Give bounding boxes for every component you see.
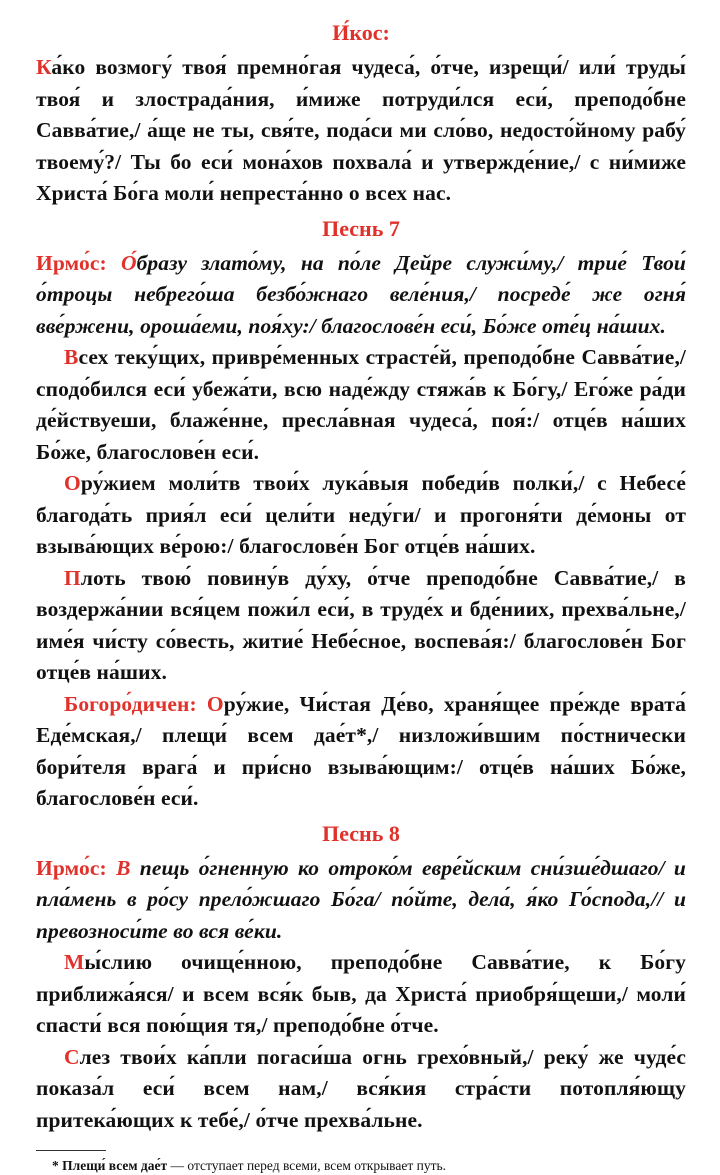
footnote-term: * Плещи́ всем дае́т	[52, 1158, 168, 1173]
ikos-heading: И́кос:	[332, 20, 390, 45]
theotokion-label: Богоро́дичен:	[64, 691, 197, 716]
troparion: Мы́слию очище́нною, преподо́бне Савва́тие, к Бо́гу приближа́яся/ и всем вся́к быв, да Христа́ приобря́щеши,/ моли́ спасти́ вся пою́щия тя,/ преподо́бне о́тче.	[36, 950, 686, 1037]
drop-capital: М	[64, 950, 85, 974]
pesn8-irmos: Ирмо́с: В пещь о́гненную ко отроко́м евре́йским сни́зше́дшаго/ и пла́мень в ро́су прело́жшаго Бо́га/ по́йте, дела́, я́ко Го́спода,// и превозноси́те во вся ве́ки.	[36, 855, 686, 943]
drop-capital: В	[116, 855, 131, 880]
document-page	[36, 14, 686, 1175]
troparion: Слез твои́х ка́пли погаси́ша огнь грехо́вный,/ реку́ же чуде́с показа́л еси́ всем нам,/ вся́кия стра́сти потопля́ющу притека́ющих к тебе́,/ о́тче прехва́льне.	[36, 1044, 686, 1132]
footnote-divider	[36, 1150, 106, 1151]
drop-capital: С	[64, 1044, 80, 1069]
ikos-text: Ка́ко возмогу́ твоя́ премно́гая чудеса́, о́тче, изрещи́/ или́ труды́ твоя́ и злострада́ния, и́миже потруди́лся еси́, преподо́бне Савва́тие,/ а́ще не ты, свя́те, пода́си ми сло́во, недосто́йному рабу́ твоему́?/ Ты бо еси́ мона́хов похвала́ и утвержде́ние,/ с ни́миже Христа́ Бо́га моли́ непреста́нно о всех нас.	[36, 55, 686, 205]
drop-capital: О	[64, 471, 81, 495]
pesn7-irmos: Ирмо́с: О́бразу злато́му, на по́ле Дейре служи́му,/ трие́ Твои́ о́троцы небрего́ша безбо́жнаго веле́ния,/ посреде́ же огня́ вве́ржени, ороша́еми, поя́ху:/ благослове́н еси́, Бо́же оте́ц на́ших.	[36, 250, 686, 338]
irmos-label: Ирмо́с:	[36, 250, 107, 275]
pesn7-heading: Песнь 7	[322, 215, 400, 241]
drop-capital: О́	[120, 250, 137, 275]
theotokion: Богоро́дичен: Ору́жие, Чи́стая Де́во, храня́щее пре́жде врата́ Еде́мская,/ плещи́ всем дае́т*,/ низложи́вшим по́стнически бори́теля врага́ и при́сно взыва́ющим:/ отце́в на́ших Бо́же, благослове́н еси́.	[36, 691, 686, 810]
troparion: Всех теку́щих, привре́менных страсте́й, преподо́бне Савва́тие,/ сподо́бился еси́ убежа́ти, всю наде́жду стяжа́в к Бо́гу,/ Его́же ра́ди де́йствуеши, блаже́нне, пресла́вная чудеса́, поя́:/ отце́в на́ших Бо́же, благослове́н еси́.	[36, 345, 686, 464]
footnote	[36, 1157, 686, 1175]
pesn8-heading: Песнь 8	[322, 820, 400, 846]
troparion: Ору́жием моли́тв твои́х лука́выя победи́в полки́,/ с Небесе́ благода́ть прия́л еси́ цели́ти неду́ги/ и прогоня́ти де́моны от взыва́ющих ве́рою:/ благослове́н Бог отце́в на́ших.	[36, 471, 686, 558]
drop-capital: П	[64, 565, 81, 590]
drop-capital: О	[206, 691, 224, 716]
drop-capital: К	[36, 55, 52, 79]
troparion: Плоть твою́ повину́в ду́ху, о́тче преподо́бне Савва́тие,/ в воздержа́нии вся́цем пожи́л еси́, в труде́х и бде́ниих, прехва́льне,/ име́я чи́сту со́весть, житие́ Небе́сное, воспева́я:/ благослове́н Бог отце́в на́ших.	[36, 565, 686, 684]
irmos-label: Ирмо́с:	[36, 855, 107, 880]
footnote-explanation: — отступает перед всеми, всем открывает путь.	[167, 1158, 447, 1173]
drop-capital: В	[64, 345, 79, 369]
